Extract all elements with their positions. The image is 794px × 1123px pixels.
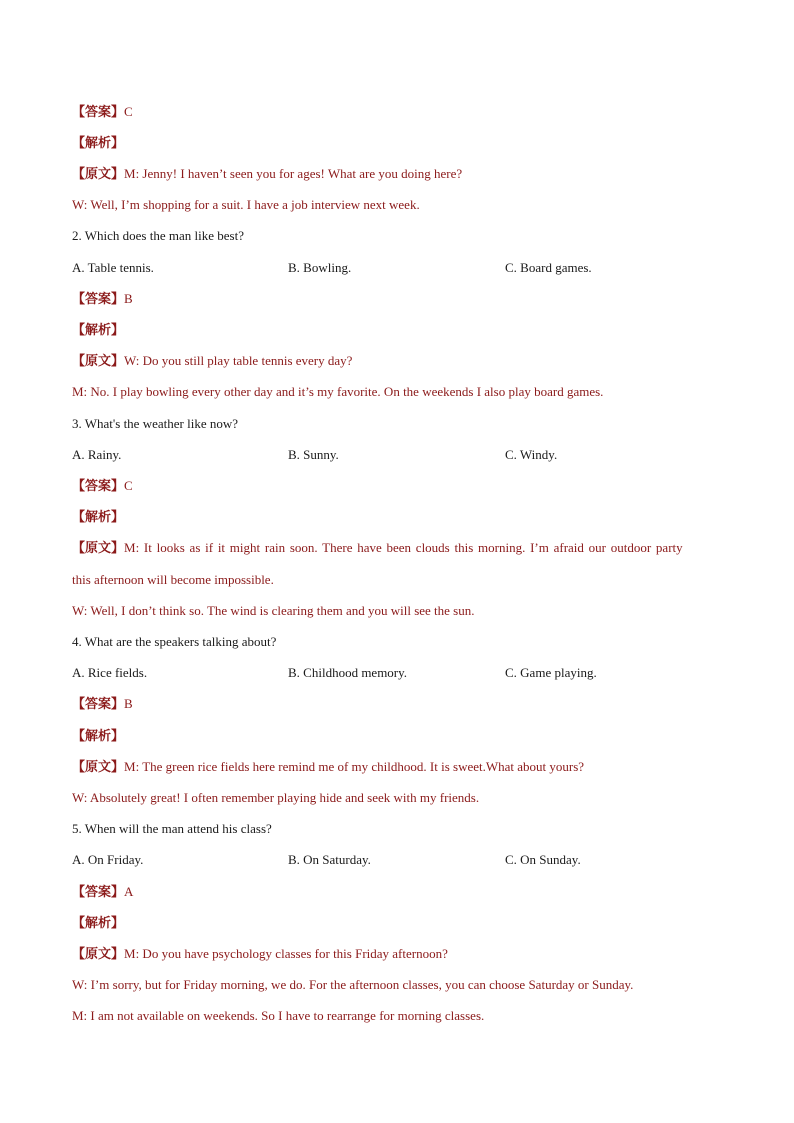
analysis-line-q2: [72, 321, 124, 339]
answer-line-q4: [72, 695, 133, 713]
answer-line-q3: [72, 477, 133, 495]
question-2: 2. Which does the man like best?: [72, 228, 244, 243]
answer-line-q2: [72, 290, 133, 308]
original-line-q2: [72, 352, 352, 370]
answer-label: 【答案】: [72, 696, 125, 711]
question-5: 5. When will the man attend his class?: [72, 821, 272, 836]
option-b: B. On Saturday.: [288, 852, 371, 867]
analysis-line-q4: [72, 727, 124, 745]
answer-value: B: [124, 291, 133, 306]
dialogue-line: W: Absolutely great! I often remember playing hide and seek with my friends.: [72, 790, 480, 805]
option-c: C. Windy.: [505, 447, 558, 462]
answer-label: 【答案】: [72, 884, 125, 899]
option-a: A. Rainy.: [72, 447, 122, 462]
analysis-line-q3: [72, 508, 124, 526]
original-label: 【原文】: [72, 759, 125, 774]
analysis-label: 【解析】: [72, 135, 125, 150]
analysis-label: 【解析】: [72, 322, 125, 337]
answer-value: C: [124, 478, 133, 493]
original-text: W: Do you still play table tennis every day?: [124, 353, 353, 368]
original-line-q5: [72, 945, 448, 963]
option-c: C. On Sunday.: [505, 852, 581, 867]
original-label: 【原文】: [72, 166, 125, 181]
dialogue-line: M: I am not available on weekends. So I have to rearrange for morning classes.: [72, 1008, 485, 1023]
question-4: 4. What are the speakers talking about?: [72, 634, 277, 649]
answer-label: 【答案】: [72, 291, 125, 306]
original-text: M: The green rice fields here remind me of my childhood. It is sweet.What about yours?: [124, 759, 585, 774]
analysis-label: 【解析】: [72, 728, 125, 743]
original-line-q1: [72, 165, 462, 183]
option-c: C. Game playing.: [505, 665, 597, 680]
option-a: A. On Friday.: [72, 852, 144, 867]
option-a: A. Rice fields.: [72, 665, 148, 680]
answer-line-q5: [72, 883, 133, 901]
option-c: C. Board games.: [505, 260, 592, 275]
original-label: 【原文】: [72, 946, 125, 961]
answer-line-q1: [72, 103, 133, 121]
answer-value: C: [124, 104, 133, 119]
answer-label: 【答案】: [72, 104, 125, 119]
option-b: B. Childhood memory.: [288, 665, 408, 680]
original-text: M: It looks as if it might rain soon. There have been clouds this morning. I’m afraid our outdoor party: [124, 540, 683, 555]
analysis-label: 【解析】: [72, 509, 125, 524]
option-b: B. Sunny.: [288, 447, 339, 462]
original-line-q4: [72, 758, 584, 776]
answer-value: B: [124, 696, 133, 711]
dialogue-line: W: Well, I don’t think so. The wind is clearing them and you will see the sun.: [72, 603, 475, 618]
dialogue-line: W: I’m sorry, but for Friday morning, we do. For the afternoon classes, you can choose Saturday or Sunday.: [72, 977, 634, 992]
original-text: M: Do you have psychology classes for this Friday afternoon?: [124, 946, 448, 961]
original-label: 【原文】: [72, 540, 125, 555]
answer-label: 【答案】: [72, 478, 125, 493]
analysis-line-q5: [72, 914, 124, 932]
option-a: A. Table tennis.: [72, 260, 154, 275]
question-3: 3. What's the weather like now?: [72, 416, 238, 431]
dialogue-line: W: Well, I’m shopping for a suit. I have a job interview next week.: [72, 197, 420, 212]
original-text-continued: this afternoon will become impossible.: [72, 572, 274, 587]
dialogue-line: M: No. I play bowling every other day and it’s my favorite. On the weekends I also play board games.: [72, 384, 604, 399]
analysis-label: 【解析】: [72, 915, 125, 930]
original-text: M: Jenny! I haven’t seen you for ages! What are you doing here?: [124, 166, 463, 181]
original-line-q3: [72, 539, 683, 557]
analysis-line-q1: [72, 134, 124, 152]
answer-value: A: [124, 884, 134, 899]
option-b: B. Bowling.: [288, 260, 352, 275]
original-label: 【原文】: [72, 353, 125, 368]
